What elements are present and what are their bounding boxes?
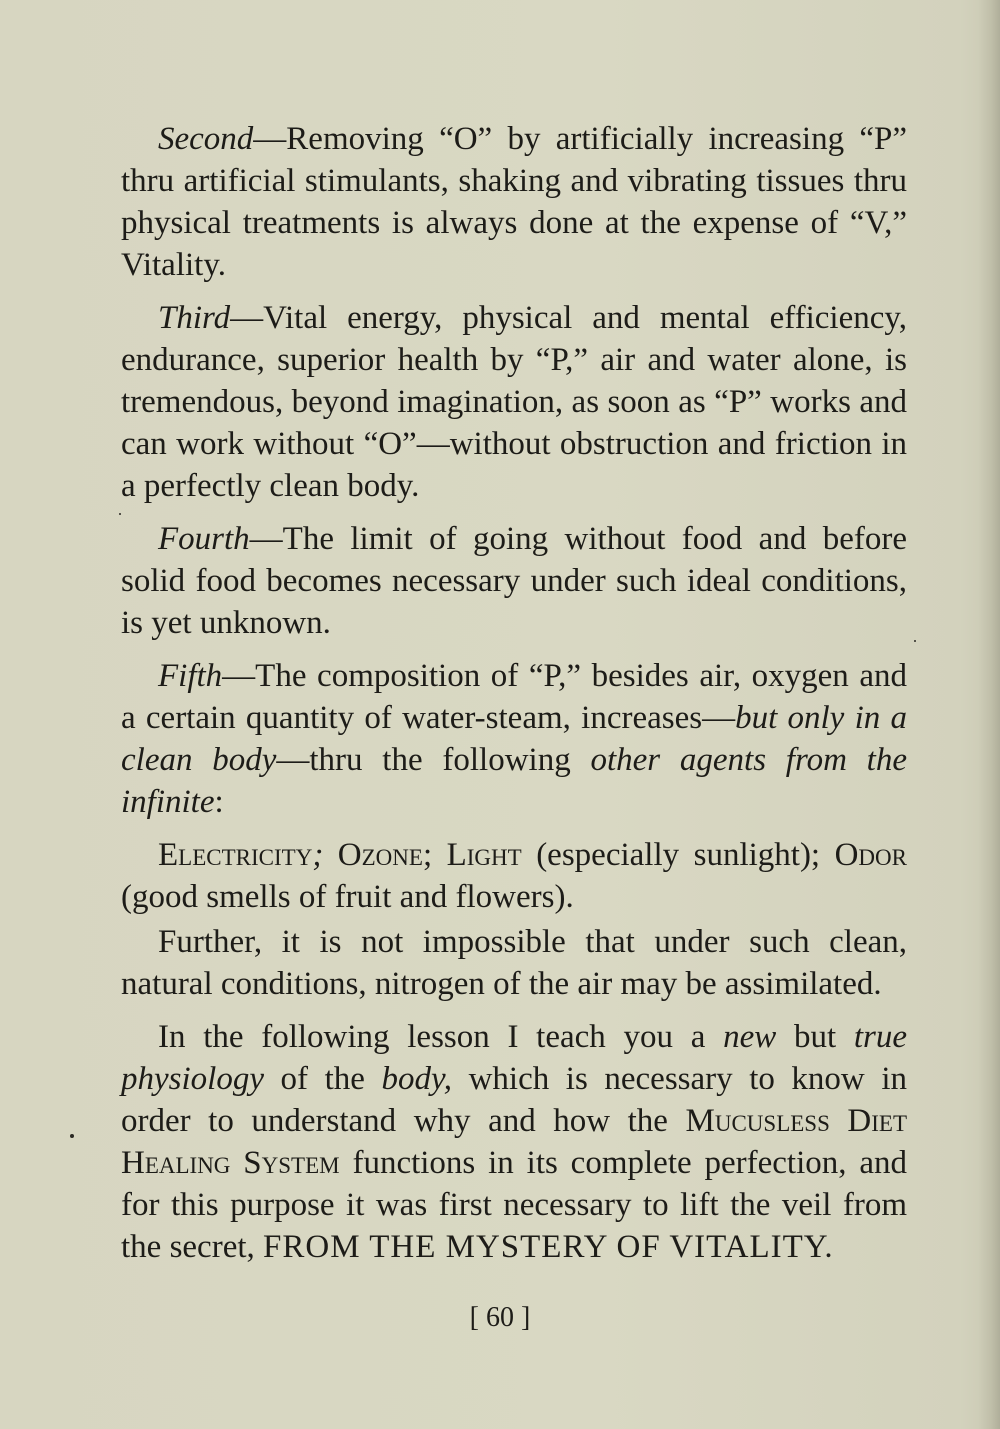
paragraph-lead-fifth: Fifth [158, 658, 223, 694]
paragraph-lead-fourth: Fourth [158, 521, 250, 557]
page-edge-shadow [978, 0, 1000, 1429]
paragraph-third [121, 297, 907, 507]
paragraph-italic-other-agents: other agents from the infinite [121, 742, 908, 820]
paragraph-text-further: Further, it is not impossible that under such clean, natural conditions, nitrogen of the air may be assimilated. [121, 924, 907, 1002]
paragraph-text-lesson-c: of the [263, 1061, 382, 1097]
paragraph-fourth [121, 518, 907, 644]
paragraph-text-fifth-a: —The composition of “P,” besides air, oxygen and a certain quantity of water-steam, increases— [121, 658, 907, 736]
paragraph-text-lesson-a: In the following lesson I teach you a [158, 1019, 724, 1055]
paragraph-text-lesson-e: functions in its complete perfection, and for this purpose it was first necessary to lift the veil from the secret, [121, 1145, 907, 1265]
paragraph-lead-third: Third [158, 300, 231, 336]
agent-electricity: Electricity [158, 837, 313, 873]
agent-ozone: Ozone [337, 837, 423, 873]
body-text [121, 118, 907, 1279]
agent-light-note: (especially sunlight); [521, 837, 835, 873]
paragraph-text-third: —Vital energy, physical and mental efficiency, endurance, superior health by “P,” air and water alone, is tremendous, beyond imagination, as soon as “P” works and can work without “O”—without obstruction and friction in a perfectly clean body. [121, 300, 907, 504]
paragraph-following-lesson [121, 1016, 907, 1268]
paragraph-italic-body: body, [381, 1061, 453, 1097]
paragraph-text-second: —Removing “O” by artificially increasing “P” thru artificial stimulants, shaking and vibrating tissues thru physical treatments is always done at the expense of “V,” Vitality. [121, 121, 907, 283]
speck [70, 1134, 74, 1138]
paragraph-text-lesson-d: which is necessary to know in order to understand why and how the [121, 1061, 907, 1139]
agent-separator-1: ; [312, 837, 338, 873]
paragraph-fifth [121, 655, 907, 823]
paragraph-agents-list [121, 834, 907, 918]
paragraph-italic-new: new [723, 1019, 777, 1055]
paragraph-further [121, 921, 907, 1005]
paragraph-second [121, 118, 907, 286]
speck [914, 640, 916, 642]
paragraph-lead-second: Second [158, 121, 254, 157]
agent-light: Light [446, 837, 522, 873]
agent-separator-2: ; [422, 837, 447, 873]
paragraph-text-fifth-b: —thru the following [276, 742, 591, 778]
system-name: Mucusless Diet Healing System [121, 1103, 908, 1181]
paragraph-italic-true-physiology: true physiology [121, 1019, 907, 1097]
paragraph-text-lesson-b: but [776, 1019, 854, 1055]
page-number: [ 60 ] [469, 1302, 531, 1333]
agent-odor: Odor [834, 837, 907, 873]
mystery-of-vitality-heading: FROM THE MYSTERY OF VITALITY. [263, 1229, 834, 1265]
agent-odor-note: (good smells of fruit and flowers). [121, 879, 574, 915]
paragraph-text-fourth: —The limit of going without food and before solid food becomes necessary under such ideal conditions, is yet unknown. [121, 521, 907, 641]
paragraph-italic-clean-body: but only in a clean body [121, 700, 908, 778]
paragraph-text-fifth-c: : [214, 784, 224, 820]
speck [119, 513, 121, 515]
